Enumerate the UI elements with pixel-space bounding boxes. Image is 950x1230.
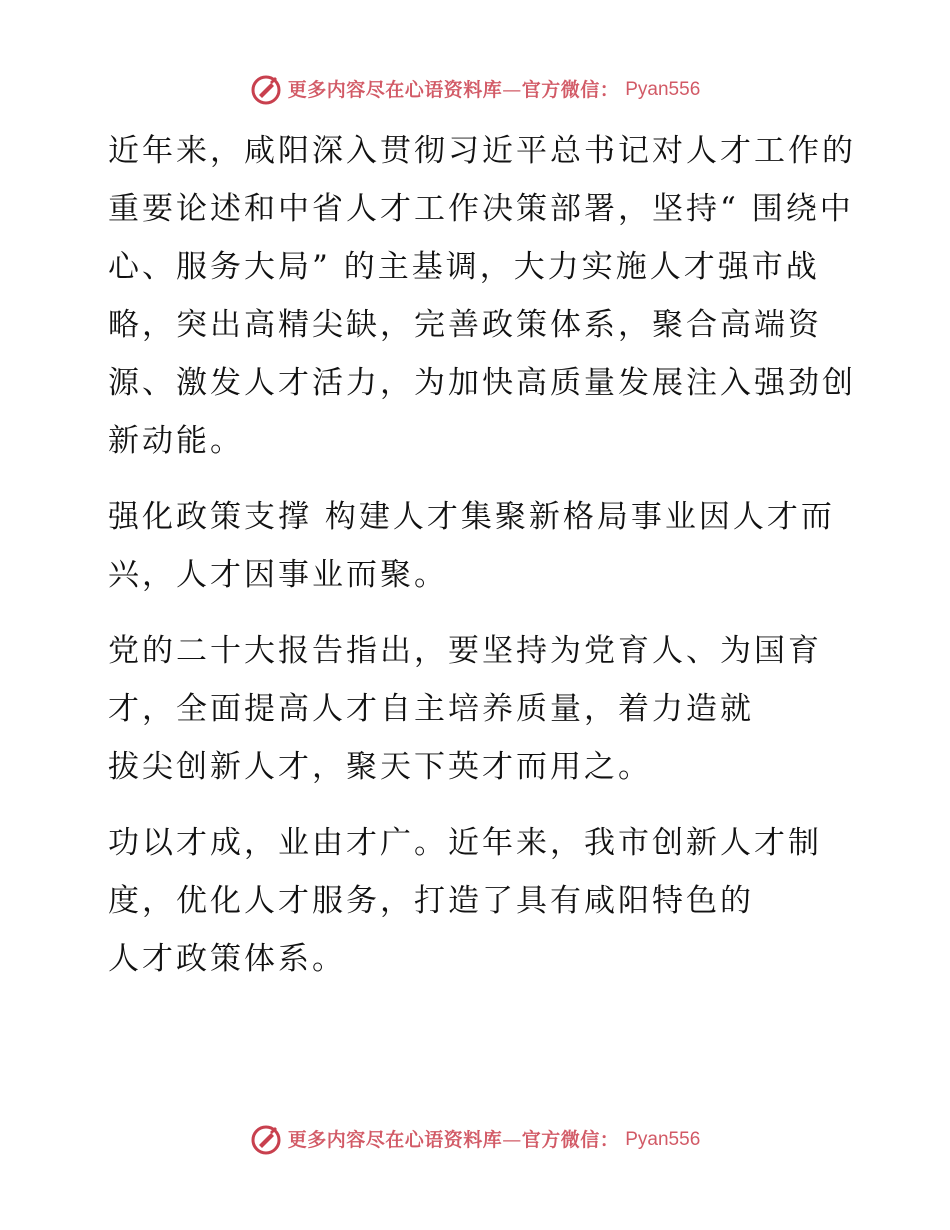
paragraph: 党的二十大报告指出，要坚持为党育人、为国育才，全面提高人才自主培养质量，着力造就: [108, 633, 822, 727]
banner-wechat-id: Pyan556: [625, 1129, 701, 1150]
paragraph: 功以才成，业由才广。近年来，我市创新人才制度，优化人才服务，打造了具有咸阳特色的: [108, 825, 822, 919]
paragraph: 强化政策支撑 构建人才集聚新格局事业因人才而兴，人才因事业而聚。: [108, 499, 835, 593]
banner-wechat-id: Pyan556: [625, 79, 701, 100]
document-body: [98, 122, 858, 1006]
brand-logo-icon: [250, 74, 282, 106]
brand-logo-icon: [250, 1124, 282, 1156]
header-banner: [0, 74, 950, 106]
banner-title: 更多内容尽在心语资料库—官方微信：: [287, 1129, 620, 1151]
paragraph: 拔尖创新人才，聚天下英才而用之。: [108, 749, 652, 785]
paragraph: 人才政策体系。: [108, 941, 346, 977]
paragraph: 近年来，咸阳深入贯彻习近平总书记对人才工作的重要论述和中省人才工作决策部署，坚持“ 围绕中心、服务大局” 的主基调，大力实施人才强市战略，突出高精尖缺，完善政策体系，聚合高端资源、激发人才活力，为加快高质量发展注入强劲创新动能。: [108, 133, 856, 459]
banner-title: 更多内容尽在心语资料库—官方微信：: [287, 79, 620, 101]
footer-banner: [0, 1124, 950, 1156]
